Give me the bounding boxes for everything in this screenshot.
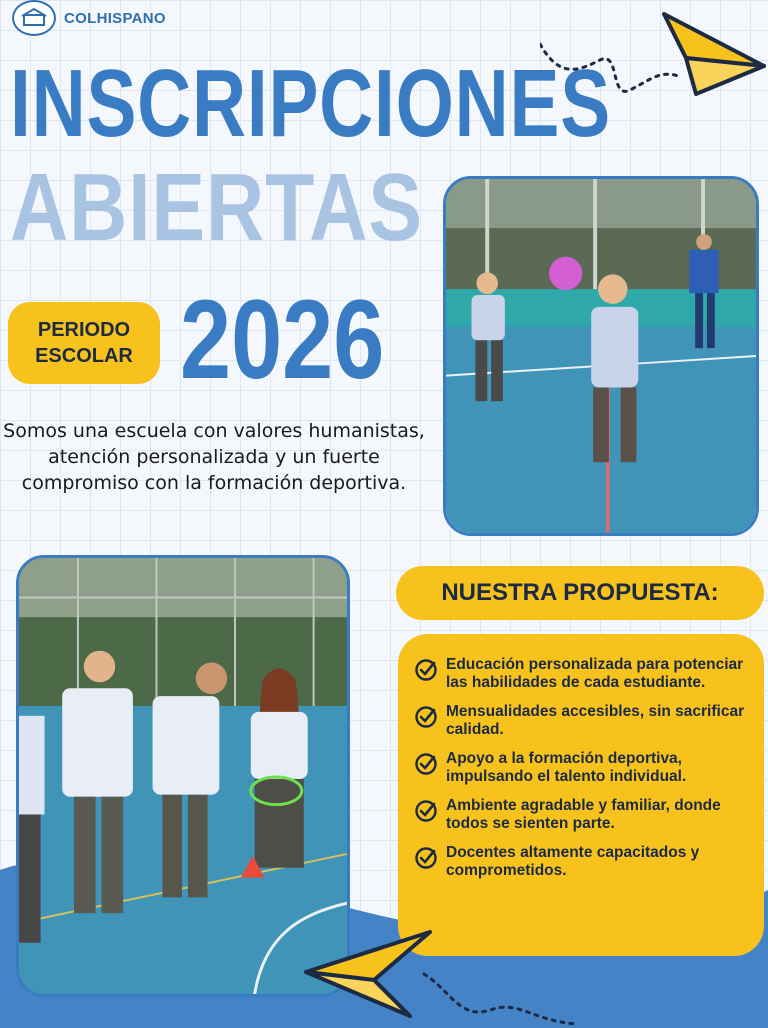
- check-circle-icon: [414, 846, 438, 870]
- list-item: [414, 656, 748, 692]
- title-inscripciones: INSCRIPCIONES: [10, 50, 611, 157]
- periodo-line1: PERIODO: [37, 319, 131, 341]
- check-circle-icon: [414, 752, 438, 776]
- title-year: 2026: [180, 277, 385, 402]
- propuesta-heading: NUESTRA PROPUESTA:: [441, 579, 719, 606]
- check-circle-icon: [414, 658, 438, 682]
- propuesta-item-text: Docentes altamente capacitados y comprometidos.: [446, 844, 700, 879]
- school-description: Somos una escuela con valores humanistas, atención personalizada y un fuerte compromiso con la formación deportiva.: [3, 420, 425, 494]
- propuesta-heading-badge: [396, 566, 764, 620]
- paper-plane-icon: [300, 924, 436, 1024]
- periodo-line2: ESCOLAR: [35, 345, 133, 367]
- check-circle-icon: [414, 705, 438, 729]
- propuesta-item-text: Mensualidades accesibles, sin sacrificar calidad.: [446, 703, 745, 738]
- list-item: [414, 703, 748, 739]
- propuesta-list: [398, 634, 764, 956]
- periodo-escolar-badge: [8, 302, 160, 384]
- list-item: [414, 750, 748, 786]
- title-abiertas: ABIERTAS: [10, 154, 423, 261]
- paper-plane-icon: [656, 6, 768, 102]
- photo-kids-playing: [443, 176, 759, 536]
- propuesta-item-text: Educación personalizada para potenciar las habilidades de cada estudiante.: [446, 656, 744, 691]
- propuesta-item-text: Apoyo a la formación deportiva, impulsando el talento individual.: [446, 750, 687, 785]
- propuesta-item-text: Ambiente agradable y familiar, donde todos se sienten parte.: [446, 797, 721, 832]
- check-circle-icon: [414, 799, 438, 823]
- list-item: [414, 844, 748, 880]
- list-item: [414, 797, 748, 833]
- brand-name: COLHISPANO: [64, 9, 166, 27]
- dotted-trail-decoration: [420, 970, 580, 1028]
- brand-header: [12, 0, 166, 36]
- school-seal-icon: [12, 0, 56, 36]
